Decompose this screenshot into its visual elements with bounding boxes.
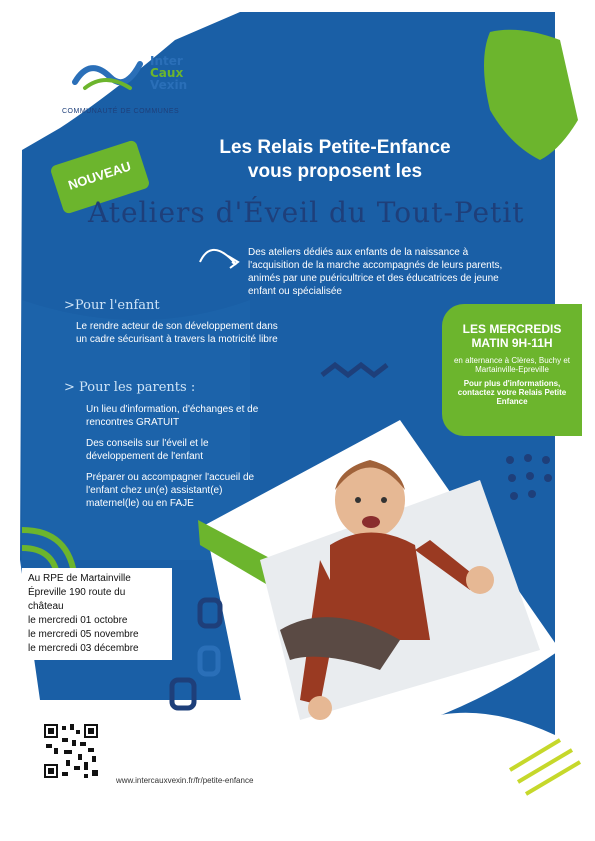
location-box: Au RPE de Martainville Épreville 190 route du château le mercredi 01 octobre le mercredi 05 novembre le mercredi 03 décembre	[22, 568, 172, 660]
parents-item: Des conseils sur l'éveil et le développement de l'enfant	[86, 438, 209, 462]
parents-item: Un lieu d'information, d'échanges et de rencontres GRATUIT	[86, 404, 259, 428]
headline: Les Relais Petite-Enfance vous proposent les	[219, 137, 451, 182]
parents-item: Préparer ou accompagner l'accueil de l'enfant chez un(e) assistant(e) maternel(le) ou en FAJE	[86, 472, 255, 509]
intro-text: Des ateliers dédiés aux enfants de la naissance à l'acquisition de la marche accompagnés de leurs parents, animés par une puéricultrice et des éducatrices de jeune enfant ou spécialisée	[248, 247, 503, 297]
logo-tagline: COMMUNAUTÉ DE COMMUNES	[62, 108, 180, 115]
schedule-contact: Pour plus d'informations, contactez votre Relais Petite Enfance	[457, 379, 567, 406]
qr-code[interactable]	[42, 722, 100, 780]
new-badge-label: NOUVEAU	[66, 158, 133, 193]
schedule-day: LES MERCREDIS	[462, 322, 562, 336]
schedule-box	[442, 304, 582, 436]
section-child-heading: >Pour l'enfant	[64, 298, 160, 313]
schedule-alternance: en alternance à Clères, Buchy et Martainville-Epreville	[453, 356, 571, 374]
schedule-time: MATIN 9H-11H	[471, 336, 553, 350]
website-link[interactable]: www.intercauxvexin.fr/fr/petite-enfance	[116, 776, 254, 785]
green-stripes	[510, 740, 580, 794]
section-child-text: Le rendre acteur de son développement dans un cadre sécurisant à travers la motricité libre	[76, 321, 278, 345]
section-parents-list	[86, 403, 266, 510]
logo-text: Inter Caux Vexin	[150, 54, 188, 92]
section-parents-heading: > Pour les parents :	[64, 380, 196, 395]
page-title: Ateliers d'Éveil du Tout-Petit	[88, 196, 525, 229]
logo-mark	[70, 52, 150, 94]
